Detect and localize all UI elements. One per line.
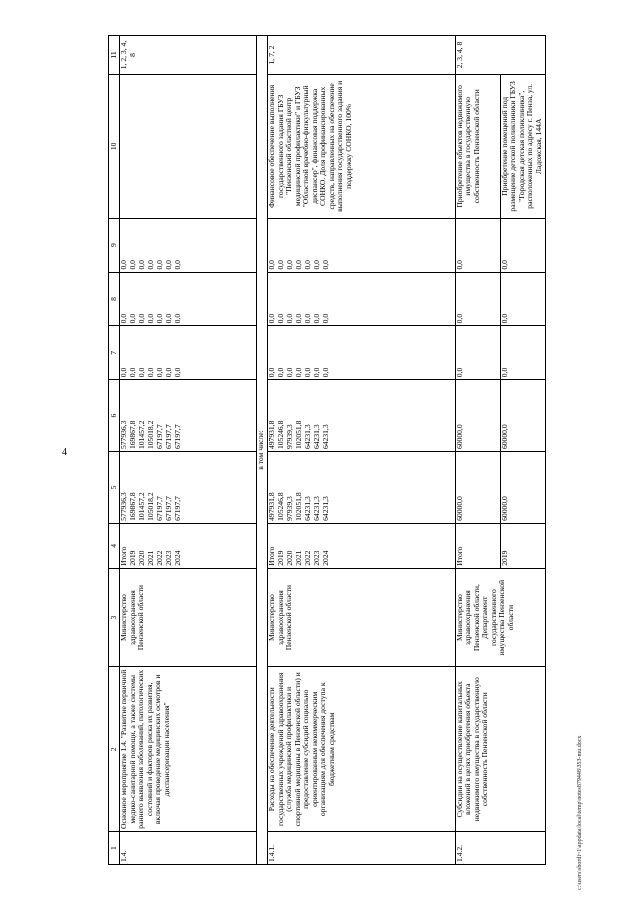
value: 497931,8 xyxy=(267,420,277,450)
value: 0,0 xyxy=(267,313,277,324)
value: 0,0 xyxy=(155,367,165,378)
year: 2020 xyxy=(137,550,147,566)
budget-table xyxy=(108,35,546,865)
table-row xyxy=(120,36,257,865)
col-header: 11 xyxy=(109,36,120,75)
year: 2022 xyxy=(303,550,313,566)
value: 60000,0 xyxy=(500,380,545,452)
activity-name: Расходы на обеспечение деятельности государственных учреждений здравоохранения (служба медицинской профилактики и спортивной медицины в Пензенской области) и предоставление субсидий социально ориентированным некоммерческим организациям для обеспечения доступа к бюджетным средствам xyxy=(268,667,455,832)
value: 0,0 xyxy=(119,367,129,378)
value: 0,0 xyxy=(119,260,129,270)
total-values xyxy=(268,452,455,524)
value: 0,0 xyxy=(303,367,313,378)
other-values xyxy=(120,218,257,272)
executor: Министерство здравоохранения Пензенской области xyxy=(120,568,257,667)
table-row xyxy=(268,36,455,865)
value: 0,0 xyxy=(312,313,322,324)
local-values xyxy=(268,272,455,326)
col-header: 2 xyxy=(109,667,120,832)
col-header: 5 xyxy=(109,452,120,524)
value: 0,0 xyxy=(128,260,138,270)
year: 2024 xyxy=(321,550,331,566)
page-number: 4 xyxy=(62,447,67,458)
value: 0,0 xyxy=(119,313,129,324)
value: 101457,2 xyxy=(137,420,147,450)
value: 0,0 xyxy=(146,313,156,324)
value: 64231,3 xyxy=(321,496,331,521)
year: 2023 xyxy=(164,550,174,566)
col-header: 10 xyxy=(109,75,120,219)
value: 169867,8 xyxy=(128,492,138,521)
value: 577936,3 xyxy=(119,420,129,450)
value: 0,0 xyxy=(128,313,138,324)
value: 0,0 xyxy=(276,260,286,270)
value: 0,0 xyxy=(137,260,147,270)
value: 0,0 xyxy=(137,367,147,378)
value: 102051,8 xyxy=(294,492,304,521)
value: 67197,7 xyxy=(173,424,183,450)
value: 0,0 xyxy=(321,313,331,324)
regional-values xyxy=(268,380,455,452)
value: 97939,3 xyxy=(285,496,295,521)
value: 64231,3 xyxy=(303,496,313,521)
value: 0,0 xyxy=(267,260,277,270)
value: 64231,3 xyxy=(312,496,322,521)
value: 0,0 xyxy=(285,367,295,378)
value: 0,0 xyxy=(500,326,545,380)
year: 2020 xyxy=(285,550,295,566)
year: Итого xyxy=(455,523,500,568)
header-row xyxy=(109,36,120,865)
value: 0,0 xyxy=(173,260,183,270)
value: 0,0 xyxy=(164,367,174,378)
value: 0,0 xyxy=(321,367,331,378)
value: 67197,7 xyxy=(155,424,165,450)
expected-result xyxy=(120,75,257,219)
value: 0,0 xyxy=(164,313,174,324)
indicator-numbers: 2, 3, 4, 8 xyxy=(455,36,545,75)
col-header: 8 xyxy=(109,272,120,326)
value: 0,0 xyxy=(312,260,322,270)
value: 0,0 xyxy=(455,218,500,272)
file-path: c:\users\sbordi~1\appdata\local\temp\notes879448\353-mu.docx xyxy=(577,735,583,890)
value: 0,0 xyxy=(146,260,156,270)
value: 64231,3 xyxy=(303,424,313,450)
year: 2019 xyxy=(276,550,286,566)
value: 0,0 xyxy=(285,313,295,324)
federal-values xyxy=(268,326,455,380)
years-cell xyxy=(120,523,257,568)
row-number: 1.4.1. xyxy=(268,832,455,865)
activity-name: Субсидии на осуществление капитальных вложений в целях приобретения объекта недвижимого имущества в государственную собственность Пензенской области xyxy=(455,667,545,832)
value: 0,0 xyxy=(500,218,545,272)
year: Итого xyxy=(267,546,277,566)
value: 0,0 xyxy=(276,313,286,324)
value: 0,0 xyxy=(455,326,500,380)
value: 105018,2 xyxy=(146,420,156,450)
col-header: 9 xyxy=(109,218,120,272)
col-header: 3 xyxy=(109,568,120,667)
other-values xyxy=(268,218,455,272)
year: 2019 xyxy=(500,523,545,568)
value: 0,0 xyxy=(294,313,304,324)
value: 0,0 xyxy=(173,367,183,378)
value: 0,0 xyxy=(128,367,138,378)
col-header: 4 xyxy=(109,523,120,568)
value: 105246,8 xyxy=(276,492,286,521)
value: 0,0 xyxy=(285,260,295,270)
regional-values xyxy=(120,380,257,452)
total-values xyxy=(120,452,257,524)
value: 67197,7 xyxy=(173,496,183,521)
in-total-label: в том числе: xyxy=(257,36,268,865)
expected-result: Приобретение объектов недвижимого имущества в государственную собственность Пензенской области xyxy=(455,75,500,219)
table-row xyxy=(455,36,500,865)
value: 0,0 xyxy=(303,313,313,324)
year: 2019 xyxy=(128,550,138,566)
value: 0,0 xyxy=(173,313,183,324)
value: 497931,8 xyxy=(267,492,277,521)
indicator-numbers: 1, 7, 2 xyxy=(268,36,455,75)
year: 2021 xyxy=(146,550,156,566)
value: 0,0 xyxy=(303,260,313,270)
value: 60000,0 xyxy=(455,380,500,452)
value: 105246,8 xyxy=(276,420,286,450)
value: 101457,2 xyxy=(137,492,147,521)
local-values xyxy=(120,272,257,326)
in-total-row xyxy=(257,36,268,865)
value: 0,0 xyxy=(267,367,277,378)
indicator-numbers: 1, 2, 3, 4, 8 xyxy=(120,36,257,75)
value: 0,0 xyxy=(276,367,286,378)
value: 0,0 xyxy=(321,260,331,270)
row-number: 1.4. xyxy=(120,832,257,865)
col-header: 6 xyxy=(109,380,120,452)
federal-values xyxy=(120,326,257,380)
value: 67197,7 xyxy=(164,496,174,521)
year: Итого xyxy=(119,546,129,566)
year: 2021 xyxy=(294,550,304,566)
value: 67197,7 xyxy=(155,496,165,521)
col-header: 1 xyxy=(109,832,120,865)
year: 2022 xyxy=(155,550,165,566)
value: 0,0 xyxy=(155,313,165,324)
value: 0,0 xyxy=(164,260,174,270)
expected-result: Финансовое обеспечение выполнения государственного задания ГБУЗ "Пензенский областной центр медицинской профилактики" и ГБУЗ "Областной врачебно-физкультурный диспансер", финансовая поддержка СОНКО. Доля профинансированных средств, направленных на обеспечение выполнения государственного задания и поддержку СОНКО, 100% xyxy=(268,75,455,219)
year: 2024 xyxy=(173,550,183,566)
value: 0,0 xyxy=(312,367,322,378)
year: 2023 xyxy=(312,550,322,566)
value: 67197,7 xyxy=(164,424,174,450)
value: 169867,8 xyxy=(128,420,138,450)
activity-name: Основное мероприятие 1.4. "Развитие первичной медико-санитарной помощи, а также системы раннего выявления заболеваний, патологических состояний и факторов риска их развития, включая проведение медицинских осмотров и диспансеризации населения" xyxy=(120,667,257,832)
executor: Министерство здравоохранения Пензенской области, Департамент государственного имущества Пензенской области xyxy=(455,568,545,667)
executor: Министерство здравоохранения Пензенской области xyxy=(268,568,455,667)
value: 0,0 xyxy=(455,272,500,326)
value: 577936,3 xyxy=(119,492,129,521)
value: 60000,0 xyxy=(500,452,545,524)
value: 0,0 xyxy=(155,260,165,270)
value: 64231,3 xyxy=(321,424,331,450)
row-number: 1.4.2. xyxy=(455,832,545,865)
rotated-page xyxy=(108,35,546,865)
value: 0,0 xyxy=(294,260,304,270)
value: 0,0 xyxy=(294,367,304,378)
col-header: 7 xyxy=(109,326,120,380)
value: 64231,3 xyxy=(312,424,322,450)
value: 0,0 xyxy=(137,313,147,324)
value: 0,0 xyxy=(500,272,545,326)
value: 0,0 xyxy=(146,367,156,378)
expected-result: Приобретение помещений под размещение детской поликлиники ГБУЗ "Городская детская поликлиника", расположенных по адресу г. Пенза, ул. Ладожская, 144А xyxy=(500,75,545,219)
value: 60000,0 xyxy=(455,452,500,524)
value: 102051,8 xyxy=(294,420,304,450)
years-cell xyxy=(268,523,455,568)
value: 105018,2 xyxy=(146,492,156,521)
value: 97939,3 xyxy=(285,424,295,450)
